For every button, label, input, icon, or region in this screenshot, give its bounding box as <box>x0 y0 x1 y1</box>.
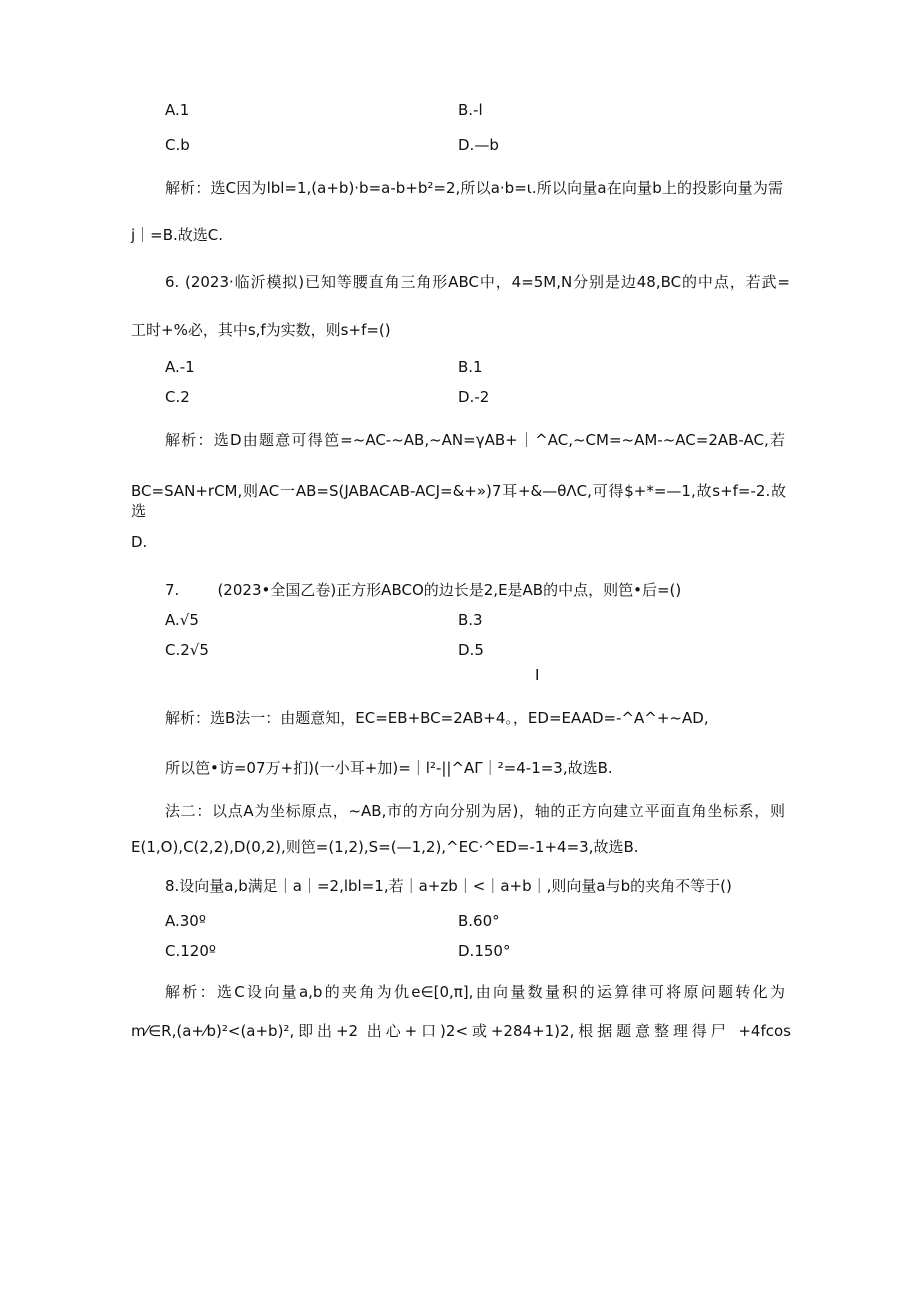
q6-option-c: C.2 <box>165 388 190 406</box>
q7-stem: 7. (2023•全国乙卷)正方形ABCO的边长是2,E是AB的中点，则笆•后=() <box>165 581 682 599</box>
q8-option-a: A.30º <box>165 912 206 930</box>
q7-option-b: B.3 <box>458 611 483 629</box>
q5-option-a: A.1 <box>165 101 190 119</box>
q8-option-c: C.120º <box>165 942 216 960</box>
q5-option-d: D.—b <box>458 136 499 154</box>
q6-option-b: B.1 <box>458 358 483 376</box>
stray-mark: I <box>535 666 540 684</box>
q6-solution-line3: D. <box>131 533 148 551</box>
q7-solution-line1: 解析：选B法一：由题意知，EC=EB+BC=2AB+4。，ED=EAAD=-^A^+~AD, <box>165 709 709 727</box>
q8-solution-line2: m⁄∈R,(a+⁄b)²<(a+b)²,即出+2 出心+口)2<或+284+1)2,根据题意整理得尸 +4fcos <box>131 1022 791 1040</box>
q5-option-c: C.b <box>165 136 190 154</box>
q7-solution-line4: E(1,O),C(2,2),D(0,2),则笆=(1,2),S=(—1,2),^EC·^ED=-1+4=3,故选B. <box>131 838 639 856</box>
q7-solution-line3: 法二：以点A为坐标原点，~AB,市的方向分别为居)，轴的正方向建立平面直角坐标系，则 <box>165 802 785 820</box>
q7-option-d: D.5 <box>458 641 484 659</box>
q8-option-d: D.150° <box>458 942 511 960</box>
q5-option-b: B.-l <box>458 101 483 119</box>
q7-option-a: A.√5 <box>165 611 199 629</box>
q8-stem: 8.设向量a,b满足｜a｜=2,lbl=1,若｜a+zb｜<｜a+b｜,则向量a与b的夹角不等于() <box>165 877 732 895</box>
q8-solution-line1: 解析：选C设向量a,b的夹角为仇e∈[0,π],由向量数量积的运算律可将原问题转化为 <box>165 983 785 1001</box>
q6-option-d: D.-2 <box>458 388 490 406</box>
q7-solution-line2: 所以笆•访=07万+扪)(一小耳+加)=｜l²-||^AΓ｜²=4-1=3,故选B. <box>165 759 613 777</box>
q7-option-c: C.2√5 <box>165 641 209 659</box>
q6-solution-line1: 解析：选D由题意可得笆=~AC-~AB,~AN=γAB+｜^AC,~CM=~AM-~AC=2AB-AC,若 <box>165 431 785 449</box>
q6-stem-line2: 工时+%必，其中s,f为实数，则s+f=() <box>131 321 391 339</box>
q6-option-a: A.-1 <box>165 358 195 376</box>
q8-option-b: B.60° <box>458 912 500 930</box>
q6-solution-line2: BC=SAN+rCM,则AC一AB=S(JABACAB-ACJ=&+»)7耳+&—θΛC,可得$+*=—1,故s+f=-2.故选 <box>131 482 786 520</box>
q6-stem-line1: 6. (2023·临沂模拟)已知等腰直角三角形ABC中，4=5M,N分别是边48,BC的中点，若武= <box>165 273 790 291</box>
q5-solution-line2: j｜=B.故选C. <box>131 226 224 244</box>
q5-solution-line1: 解析：选C因为lbl=1,(a+b)·b=a-b+b²=2,所以a·b=ι.所以向量a在向量b上的投影向量为需 <box>165 179 783 197</box>
